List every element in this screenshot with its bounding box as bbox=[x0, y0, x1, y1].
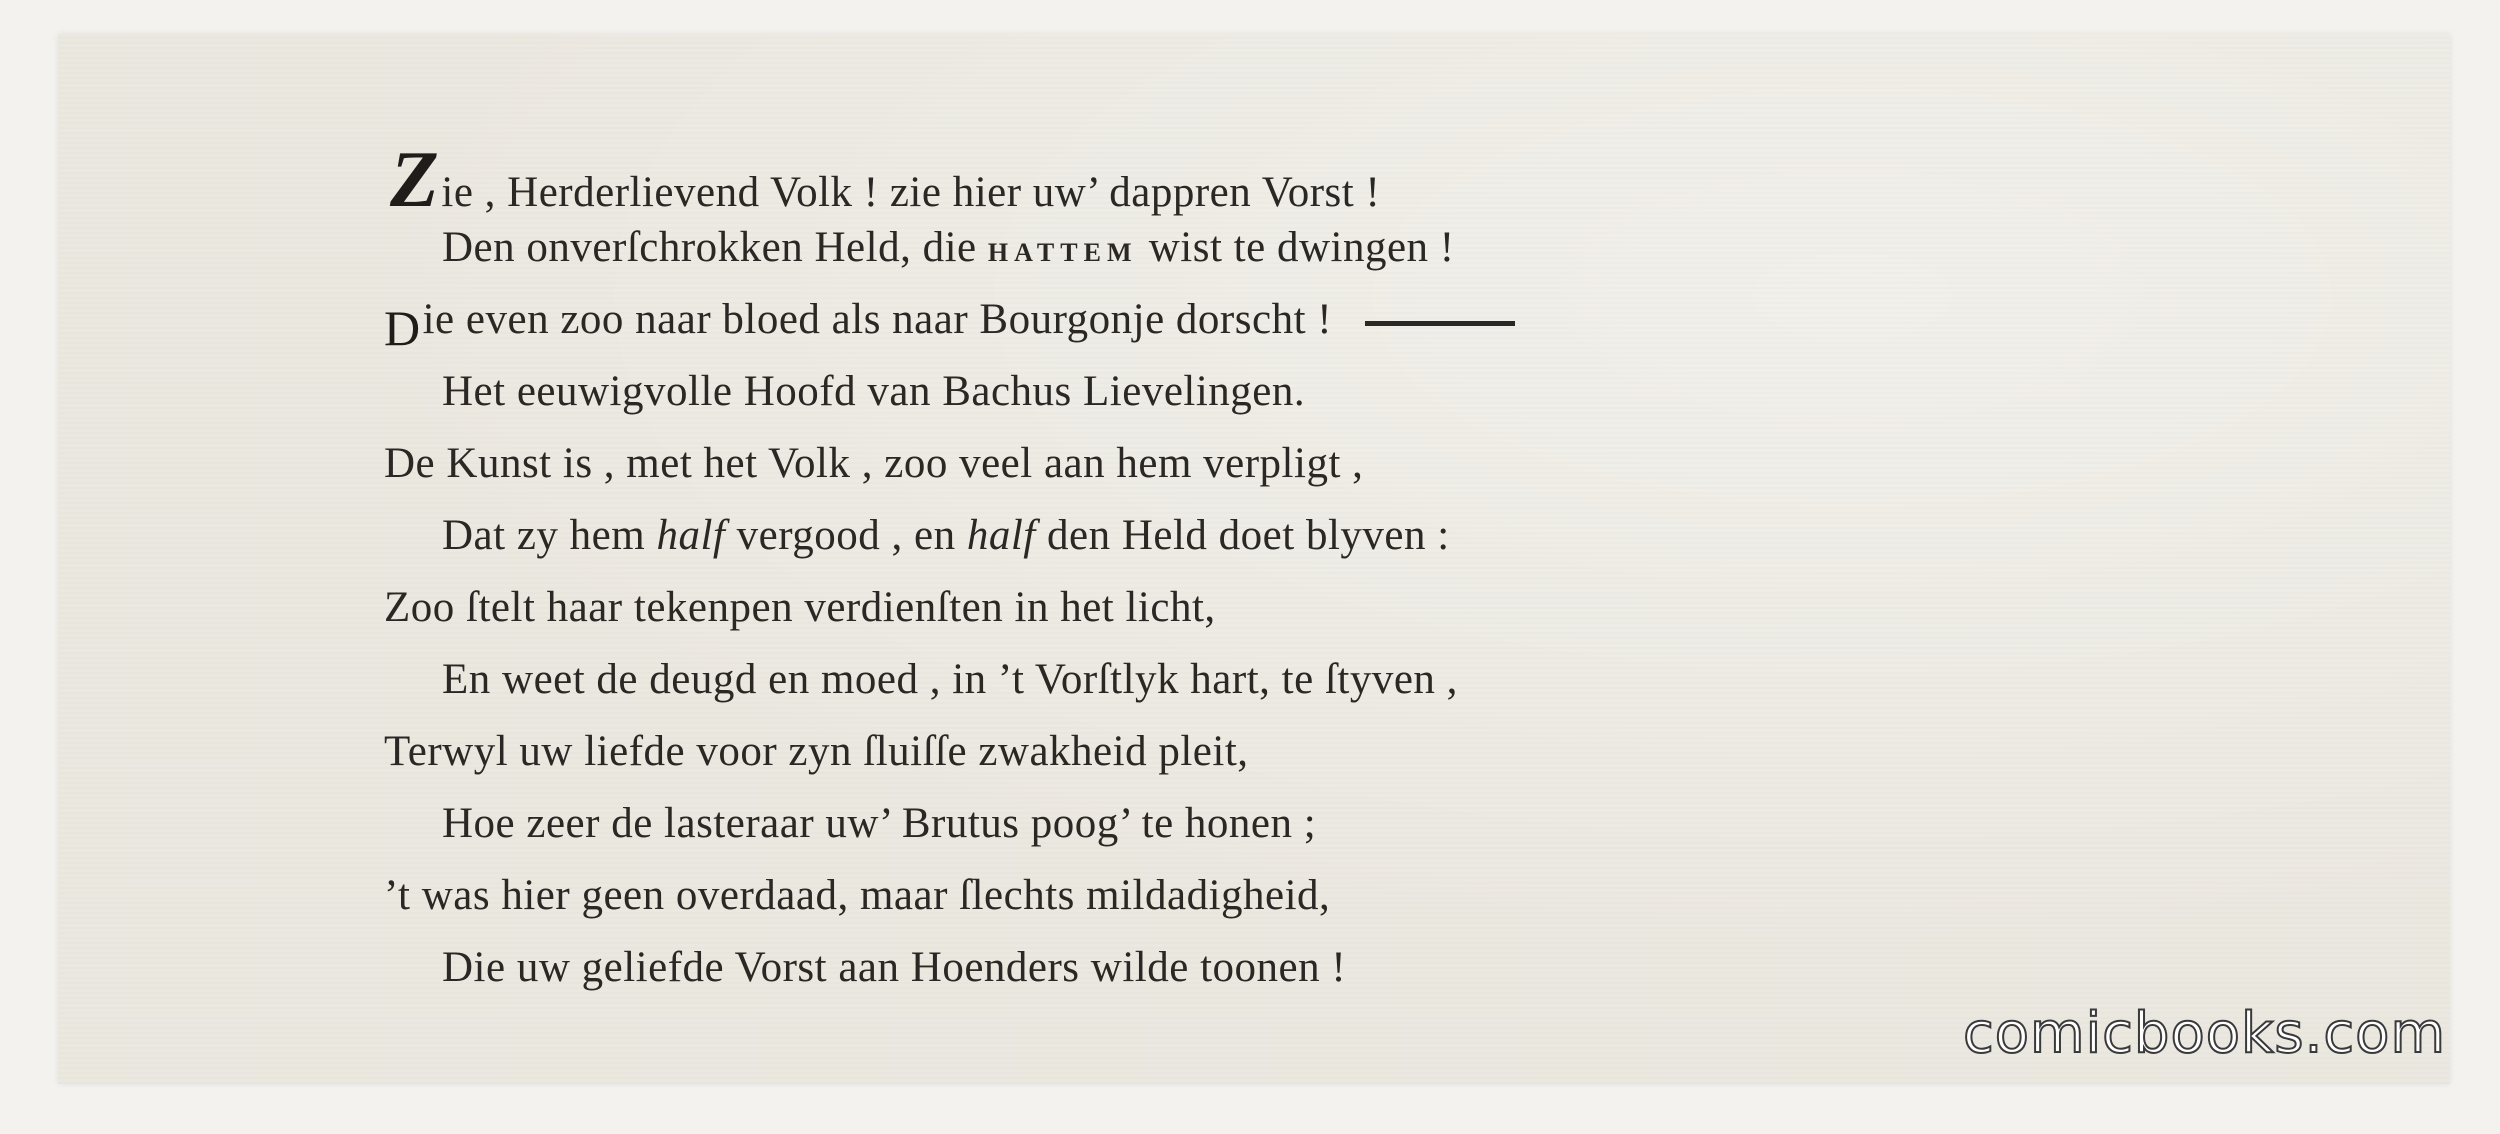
poem-line bbox=[384, 586, 1216, 629]
poem-line-text: De Kunst is , met het Volk , zoo veel aan hem verpligt , bbox=[384, 440, 1364, 487]
decorative-initial: Z bbox=[390, 136, 440, 224]
poem-line-text: En weet de deugd en moed , in ’t Vorſtlyk hart, te ſtyven , bbox=[442, 656, 1458, 703]
poem-line-text: Zoo ſtelt haar tekenpen verdienſten in het licht, bbox=[384, 584, 1216, 631]
poem-line-text: ’t was hier geen overdaad, maar ſlechts mildadigheid, bbox=[384, 872, 1331, 919]
poem-smallcaps: HATTEM bbox=[987, 238, 1138, 267]
poem-line-text: Den onverſchrokken Held, die bbox=[442, 224, 977, 271]
poem-line bbox=[442, 946, 1346, 989]
poem-line bbox=[442, 802, 1316, 845]
poem-line bbox=[384, 874, 1330, 917]
poem-line bbox=[442, 514, 1450, 557]
poem-line bbox=[442, 226, 1455, 269]
poem-line-text: Hoe zeer de lasteraar uw’ Brutus poog’ te honen ; bbox=[442, 800, 1317, 847]
poem-line bbox=[442, 658, 1458, 701]
decorative-initial: D bbox=[384, 300, 421, 356]
poem-line bbox=[384, 730, 1249, 773]
watermark-logo: comicbooks.com bbox=[1962, 1001, 2446, 1066]
poem-line-text: Het eeuwigvolle Hoofd van Bachus Lievelingen. bbox=[442, 368, 1306, 415]
poem-line bbox=[442, 370, 1305, 413]
poem-text bbox=[58, 34, 2450, 1084]
poem-line bbox=[390, 136, 1381, 224]
poem-line-text: Die uw geliefde Vorst aan Hoenders wilde toonen ! bbox=[442, 944, 1347, 991]
poem-line-text: vergood , en bbox=[736, 512, 956, 559]
paper-sheet bbox=[58, 34, 2450, 1084]
poem-italic: half bbox=[966, 512, 1036, 559]
poem-italic: half bbox=[656, 512, 726, 559]
poem-line-text: wist te dwingen ! bbox=[1148, 224, 1455, 271]
poem-line-text: ie even zoo naar bloed als naar Bourgonje dorscht ! bbox=[422, 296, 1333, 343]
poem-line-text: Dat zy hem bbox=[442, 512, 646, 559]
poem-line-text: Terwyl uw liefde voor zyn ſluiſſe zwakheid pleit, bbox=[384, 728, 1249, 775]
poem-line-text: ie , Herderlievend Volk ! zie hier uw’ dappren Vorst ! bbox=[441, 169, 1381, 216]
poem-line bbox=[384, 296, 1515, 356]
poem-line bbox=[384, 442, 1363, 485]
poem-line-text: den Held doet blyven : bbox=[1046, 512, 1450, 559]
dash-rule bbox=[1365, 321, 1515, 326]
